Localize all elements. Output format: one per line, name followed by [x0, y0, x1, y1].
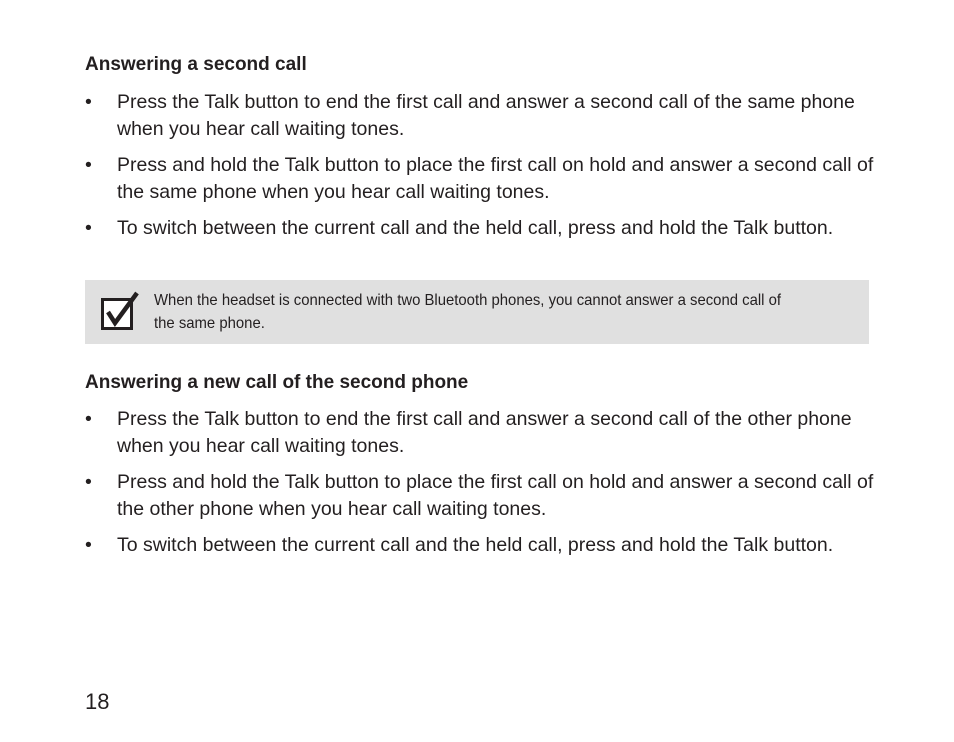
- section-heading-second-call: Answering a second call: [85, 54, 307, 75]
- bullet-icon: •: [85, 91, 92, 113]
- bullet-icon: •: [85, 408, 92, 430]
- list-item-text: Press and hold the Talk button to place the first call on hold and answer a second call of the same phone when you hear call waiting tones.: [117, 154, 874, 203]
- list-item: [85, 469, 875, 522]
- list-item: [85, 532, 875, 559]
- bullet-icon: •: [85, 217, 92, 239]
- checkbox-check-icon: [100, 291, 140, 331]
- bullet-icon: •: [85, 534, 92, 556]
- list-item: [85, 406, 875, 459]
- page-number: 18: [85, 689, 110, 714]
- list-item-text: Press and hold the Talk button to place the first call on hold and answer a second call of the other phone when you hear call waiting tones.: [117, 471, 874, 520]
- section-heading-second-phone: Answering a new call of the second phone: [85, 372, 469, 393]
- list-item: [85, 89, 875, 142]
- list-item: [85, 215, 875, 242]
- bullet-list-second-call: [85, 89, 875, 252]
- note-text: When the headset is connected with two Bluetooth phones, you cannot answer a second call of the same phone.: [154, 292, 782, 332]
- list-item: [85, 152, 875, 205]
- list-item-text: To switch between the current call and the held call, press and hold the Talk button.: [117, 217, 834, 239]
- bullet-icon: •: [85, 154, 92, 176]
- bullet-list-second-phone: [85, 406, 875, 569]
- bullet-icon: •: [85, 471, 92, 493]
- list-item-text: To switch between the current call and the held call, press and hold the Talk button.: [117, 534, 834, 556]
- list-item-text: Press the Talk button to end the first call and answer a second call of the other phone when you hear call waiting tones.: [117, 408, 852, 457]
- list-item-text: Press the Talk button to end the first call and answer a second call of the same phone when you hear call waiting tones.: [117, 91, 855, 140]
- note-box: [85, 280, 869, 344]
